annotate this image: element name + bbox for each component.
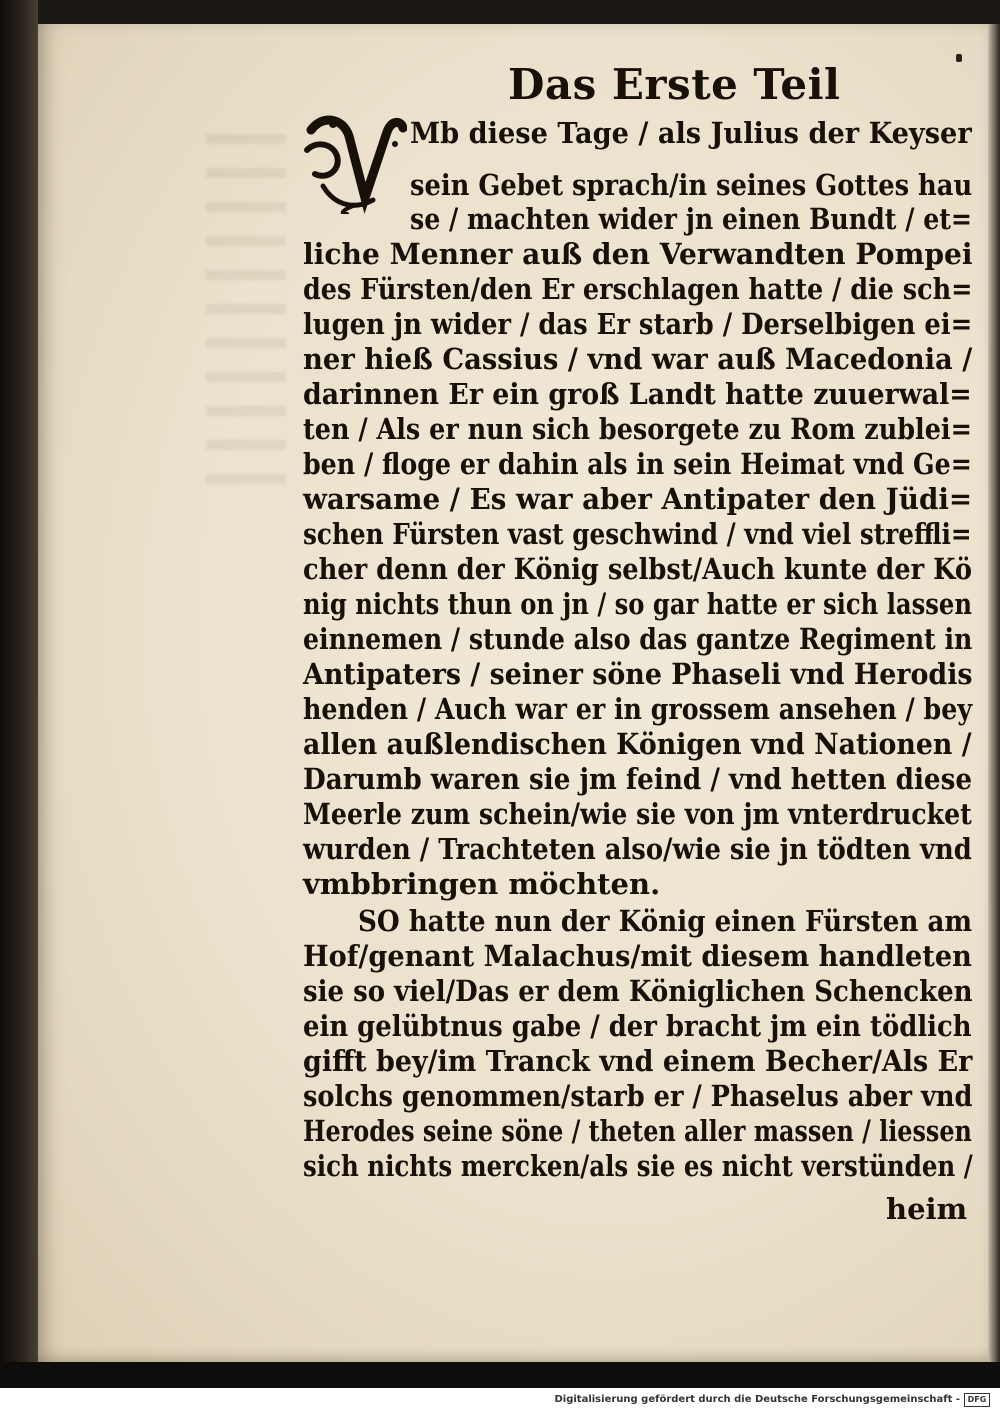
book-binding-edge bbox=[0, 0, 38, 1388]
text-line: schen Fürsten vast geschwind / vnd viel streffli= bbox=[303, 517, 972, 551]
text-line: ten / Als er nun sich besorgete zu Rom zublei= bbox=[303, 412, 972, 446]
dfg-logo: DFG bbox=[964, 1393, 990, 1407]
text-line: gifft bey/im Tranck vnd einem Becher/Als Er bbox=[303, 1044, 973, 1078]
text-line: wurden / Trachteten also/wie sie jn tödten vnd bbox=[303, 832, 972, 866]
text-line: cher denn der König selbst/Auch kunte der Kö bbox=[303, 552, 972, 586]
text-line: nig nichts thun on jn / so gar hatte er sich lassen bbox=[303, 587, 972, 621]
text-line: warsame / Es war aber Antipater den Jüdi= bbox=[303, 482, 973, 516]
text-line: ner hieß Cassius / vnd war auß Macedonia / bbox=[303, 342, 973, 376]
funding-credit: Digitalisierung gefördert durch die Deutsche Forschungsgemeinschaft - bbox=[554, 1394, 960, 1405]
text-line: SO hatte nun der König einen Fürsten am bbox=[358, 904, 973, 938]
decorated-initial-v bbox=[303, 110, 407, 214]
text-line: ben / floge er dahin als in sein Heimat vnd Ge= bbox=[303, 447, 972, 481]
catchword: heim bbox=[886, 1192, 968, 1226]
text-line: se / machten wider jn einen Bundt / et= bbox=[410, 202, 973, 236]
text-line: darinnen Er ein groß Landt hatte zuuerwal= bbox=[303, 377, 972, 411]
text-line: einnemen / stunde also das gantze Regiment in bbox=[303, 622, 973, 656]
page-corner-mark bbox=[956, 54, 962, 62]
text-line: sich nichts mercken/als sie es nicht verstünden / bbox=[303, 1149, 973, 1183]
text-line: solchs genommen/starb er / Phaselus aber vnd bbox=[303, 1079, 973, 1113]
show-through-text bbox=[206, 134, 286, 484]
page-right-edge bbox=[988, 24, 1000, 1362]
text-line: sein Gebet sprach/in seines Gottes hau bbox=[410, 168, 973, 202]
text-line: sie so viel/Das er dem Königlichen Schencken bbox=[303, 974, 973, 1008]
text-line: henden / Auch war er in grossem ansehen / bey bbox=[303, 692, 973, 726]
text-line: liche Menner auß den Verwandten Pompei bbox=[303, 237, 973, 271]
text-line: ein gelübtnus gabe / der bracht jm ein tödlich bbox=[303, 1009, 972, 1043]
text-line: Hof/genant Malachus/mit diesem handleten bbox=[303, 939, 972, 973]
text-line: vmbbringen möchten. bbox=[303, 867, 661, 901]
scan-bottom-edge bbox=[0, 1362, 1000, 1388]
text-line: Meerle zum schein/wie sie von jm vnterdrucket bbox=[303, 797, 972, 831]
text-line: Mb diese Tage / als Julius der Keyser bbox=[410, 116, 972, 150]
running-head: Das Erste Teil bbox=[508, 60, 841, 109]
text-line: allen außlendischen Königen vnd Nationen / bbox=[303, 727, 972, 761]
text-line: Darumb waren sie jm feind / vnd hetten diese bbox=[303, 762, 973, 796]
text-line: lugen jn wider / das Er starb / Derselbigen ei= bbox=[303, 307, 973, 341]
text-line: Antipaters / seiner söne Phaseli vnd Herodis bbox=[303, 657, 973, 691]
text-line: des Fürsten/den Er erschlagen hatte / die sch= bbox=[303, 272, 973, 306]
text-line: Herodes seine söne / theten aller massen / liessen bbox=[303, 1114, 972, 1148]
footer-bar bbox=[0, 1388, 1000, 1414]
